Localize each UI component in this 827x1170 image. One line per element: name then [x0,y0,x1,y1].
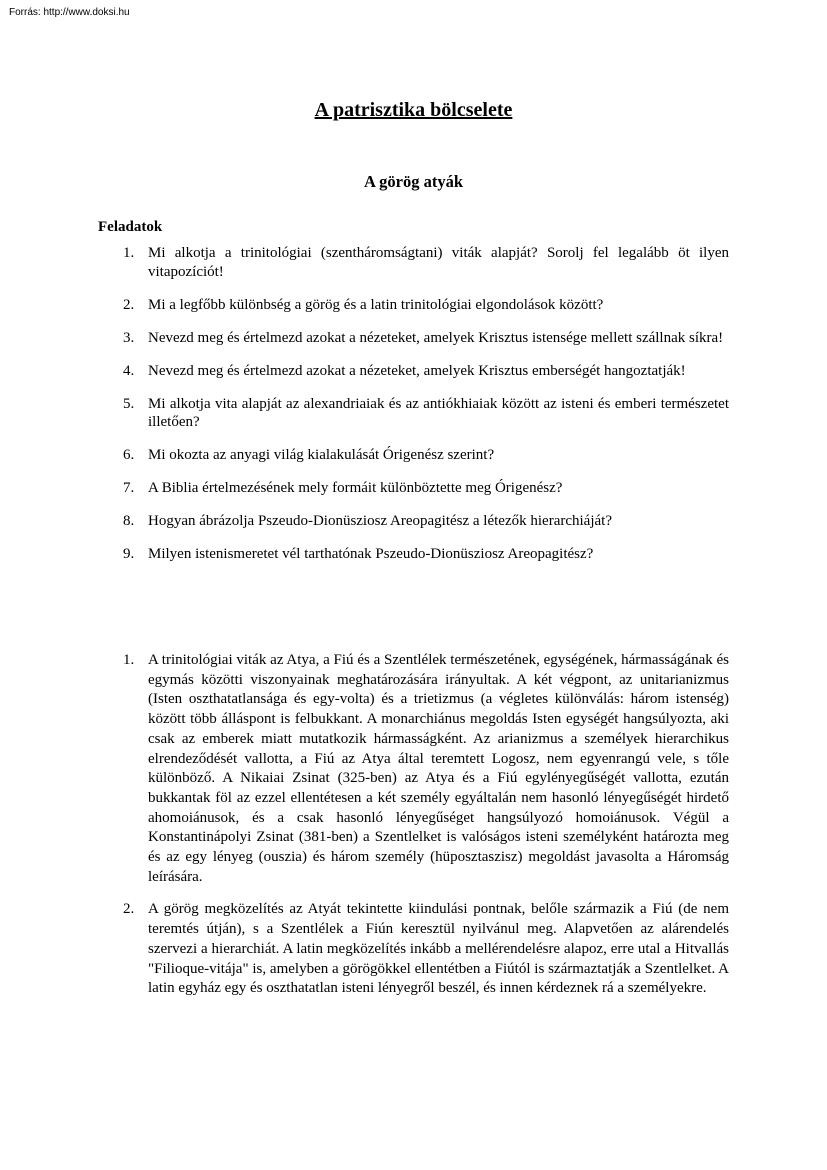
task-number: 2. [123,296,135,313]
answer-text: A görög megközelítés az Atyát tekintette kiindulási pontnak, belőle származik a Fiú (de nem teremtés útján), s a Szentlélek a Fiún keresztül nyilvánul meg. Alapvetően az alárendelés szervezi a hierarchiát. A latin megközelítés inkább a mellérendelésre alapoz, erre utal a Hitvallás "Filioque-vitája" is, amelyben a görögökkel ellentétben a Fiútól is származtatják a Szentlelket. A latin egyház egy és oszthatatlan isteni lényegről beszél, és innen kérdeznek rá a személyekre. [148,901,729,997]
task-text: Mi okozta az anyagi világ kialakulását Órigenész szerint? [148,447,495,463]
task-item [98,446,729,465]
task-text: Mi alkotja vita alapját az alexandriaiak és az antiókhiaiak között az isteni és emberi természetet illetően? [148,395,729,430]
task-number: 5. [123,395,135,412]
answer-number: 2. [123,901,135,918]
task-number: 1. [123,245,135,261]
task-number: 4. [123,362,135,379]
task-item [98,329,729,348]
task-number: 3. [123,329,135,346]
source-url-text: Forrás: http://www.doksi.hu [9,7,130,18]
task-item [98,545,729,564]
task-number: 7. [123,480,135,496]
answer-number: 1. [123,652,135,668]
tasks-heading: Feladatok [98,219,163,235]
task-number: 6. [123,447,135,463]
task-text: Hogyan ábrázolja Pszeudo-Dionüsziosz Areopagitész a létezők hierarchiáját? [148,513,612,529]
answer-text: A trinitológiai viták az Atya, a Fiú és a Szentlélek természetének, egységének, hármasságának és egymás közötti viszonyainak meghatározására irányultak. A két végpont, az unitarianizmus (Isten oszthatatlansága és egy-volta) és a trietizmus (a végletes különválás: három istenség) között több álláspont is felbukkant. A monarchiánus megoldás Isten egységét hangsúlyozta, aki csak az emberek miatt mutatkozik hármasságként. Az arianizmus a személyek hierarchikus elrendeződését vallotta, a Fiú az Atya által teremtett Logosz, nem egyenrangú vele, s tőle különböző. A Nikaiai Zsinat (325-ben) az Atya és a Fiú egylényegűségét vallotta, ezután bukkantak föl az ezzel ellentétesen a két személy egyáltalán nem hasonló lényegűségét hirdető ahomoiánusok, és a csak hasonló lényegűséget hangsúlyozó homoiánusok. Végül a Konstantinápolyi Zsinat (381-ben) a Szentlelket is valóságos isteni személyként határozta meg és az egy lényeg (ouszia) és három személy (hüposztaszisz) megoldást javasolta a Háromság leírására. [148,652,729,885]
answer-item [98,900,729,999]
task-text: Nevezd meg és értelmezd azokat a nézeteket, amelyek Krisztus emberségét hangoztatják! [148,362,686,379]
task-item [98,512,729,531]
task-item [98,296,729,315]
task-text: A Biblia értelmezésének mely formáit különböztette meg Órigenész? [148,480,563,496]
task-item [98,244,729,281]
task-item [98,362,729,381]
task-text: Milyen istenismeretet vél tarthatónak Pszeudo-Dionüsziosz Areopagitész? [148,546,594,562]
task-number: 9. [123,546,135,562]
task-text: Mi alkotja a trinitológiai (szentháromságtani) viták alapját? Sorolj fel legalább öt ilyen vitapozíciót! [148,245,729,280]
answers-list [98,651,729,1012]
answer-item [98,651,729,887]
tasks-list [98,244,729,578]
document-subtitle: A görög atyák [364,172,463,191]
document-title: A patrisztika bölcselete [314,99,513,121]
task-text: Nevezd meg és értelmezd azokat a nézeteket, amelyek Krisztus istensége mellett szállnak síkra! [148,329,724,346]
task-text: Mi a legfőbb különbség a görög és a latin trinitológiai elgondolások között? [148,296,604,313]
task-number: 8. [123,513,135,529]
task-item [98,479,729,498]
task-item [98,395,729,432]
